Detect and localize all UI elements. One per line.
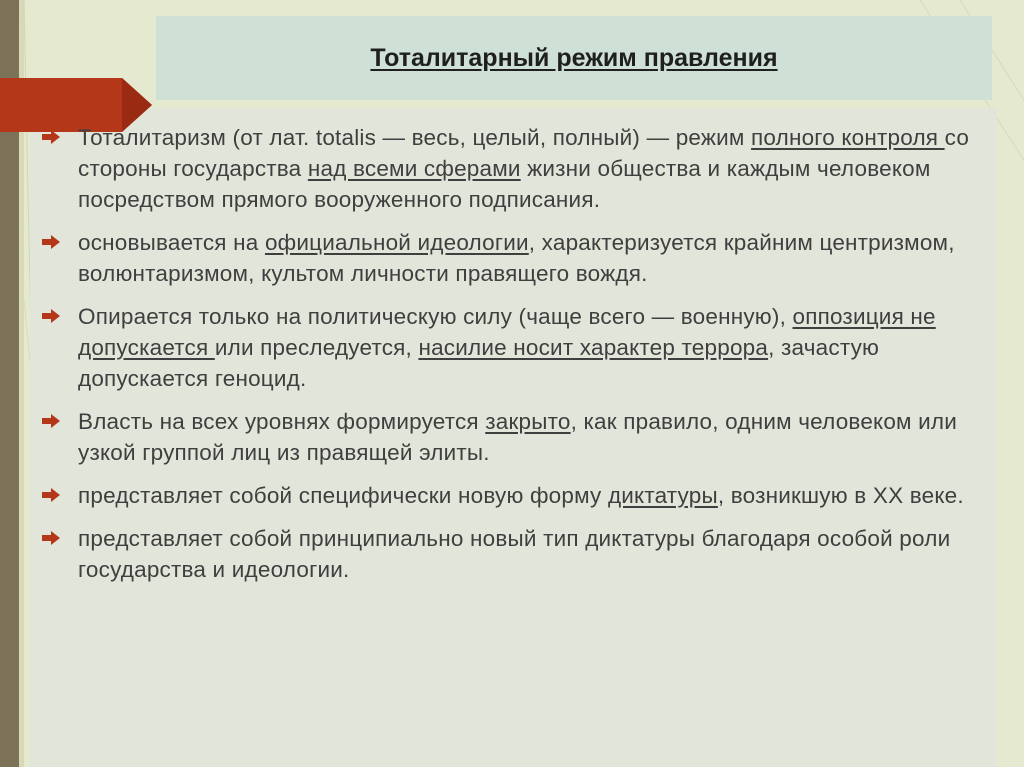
bullet-text: представляет собой специфически новую форму <box>78 483 608 508</box>
arrow-bullet-icon <box>42 488 60 502</box>
bullet-text: или преследуется, <box>214 335 419 360</box>
arrow-bullet-icon <box>42 531 60 545</box>
underlined-term: оппозиция не допускается <box>78 304 936 360</box>
arrow-bullet-icon <box>42 235 60 249</box>
bullet-text: Опирается только на политическую силу (чаще всего — военную), <box>78 304 793 329</box>
underlined-term: над всеми сферами <box>307 156 521 181</box>
bullet-item <box>40 227 970 289</box>
bullet-text: представляет собой принципиально новый тип диктатуры благодаря особой роли государства и идеологии. <box>78 526 951 582</box>
bullet-item <box>40 301 970 394</box>
bullet-item <box>40 122 970 215</box>
underlined-term: диктатуры <box>607 483 718 508</box>
bullet-text: основывается на <box>78 230 265 255</box>
underlined-term: закрыто <box>485 409 571 434</box>
bullet-text: жизни общества и каждым человеком посредством прямого вооруженного подписания. <box>78 156 931 212</box>
slide-title: Тоталитарный режим правления <box>370 44 778 72</box>
bullet-text: , как правило, одним человеком или узкой группой лиц из правящей элиты. <box>78 409 958 465</box>
bullet-text: , характеризуется крайним центризмом, волюнтаризмом, культом личности правящего вождя. <box>78 230 955 286</box>
bullet-item <box>40 480 970 511</box>
underlined-term: официальной идеологии <box>264 230 529 255</box>
bullet-list <box>40 122 970 597</box>
bullet-text: , зачастую допускается геноцид. <box>78 335 880 391</box>
underlined-term: насилие носит характер террора <box>418 335 769 360</box>
arrow-bullet-icon <box>42 130 60 144</box>
bullet-text: Тоталитаризм (от лат. totalis — весь, целый, полный) — режим <box>78 125 752 150</box>
arrow-bullet-icon <box>42 414 60 428</box>
bullet-item <box>40 523 970 585</box>
bullet-text: Власть на всех уровнях формируется <box>78 409 486 434</box>
bullet-item <box>40 406 970 468</box>
title-box <box>156 16 992 100</box>
bullet-text: , возникшую в XX веке. <box>717 483 964 508</box>
arrow-bullet-icon <box>42 309 60 323</box>
underlined-term: полного контроля <box>751 125 945 150</box>
bullet-text: со стороны государства <box>78 125 970 181</box>
